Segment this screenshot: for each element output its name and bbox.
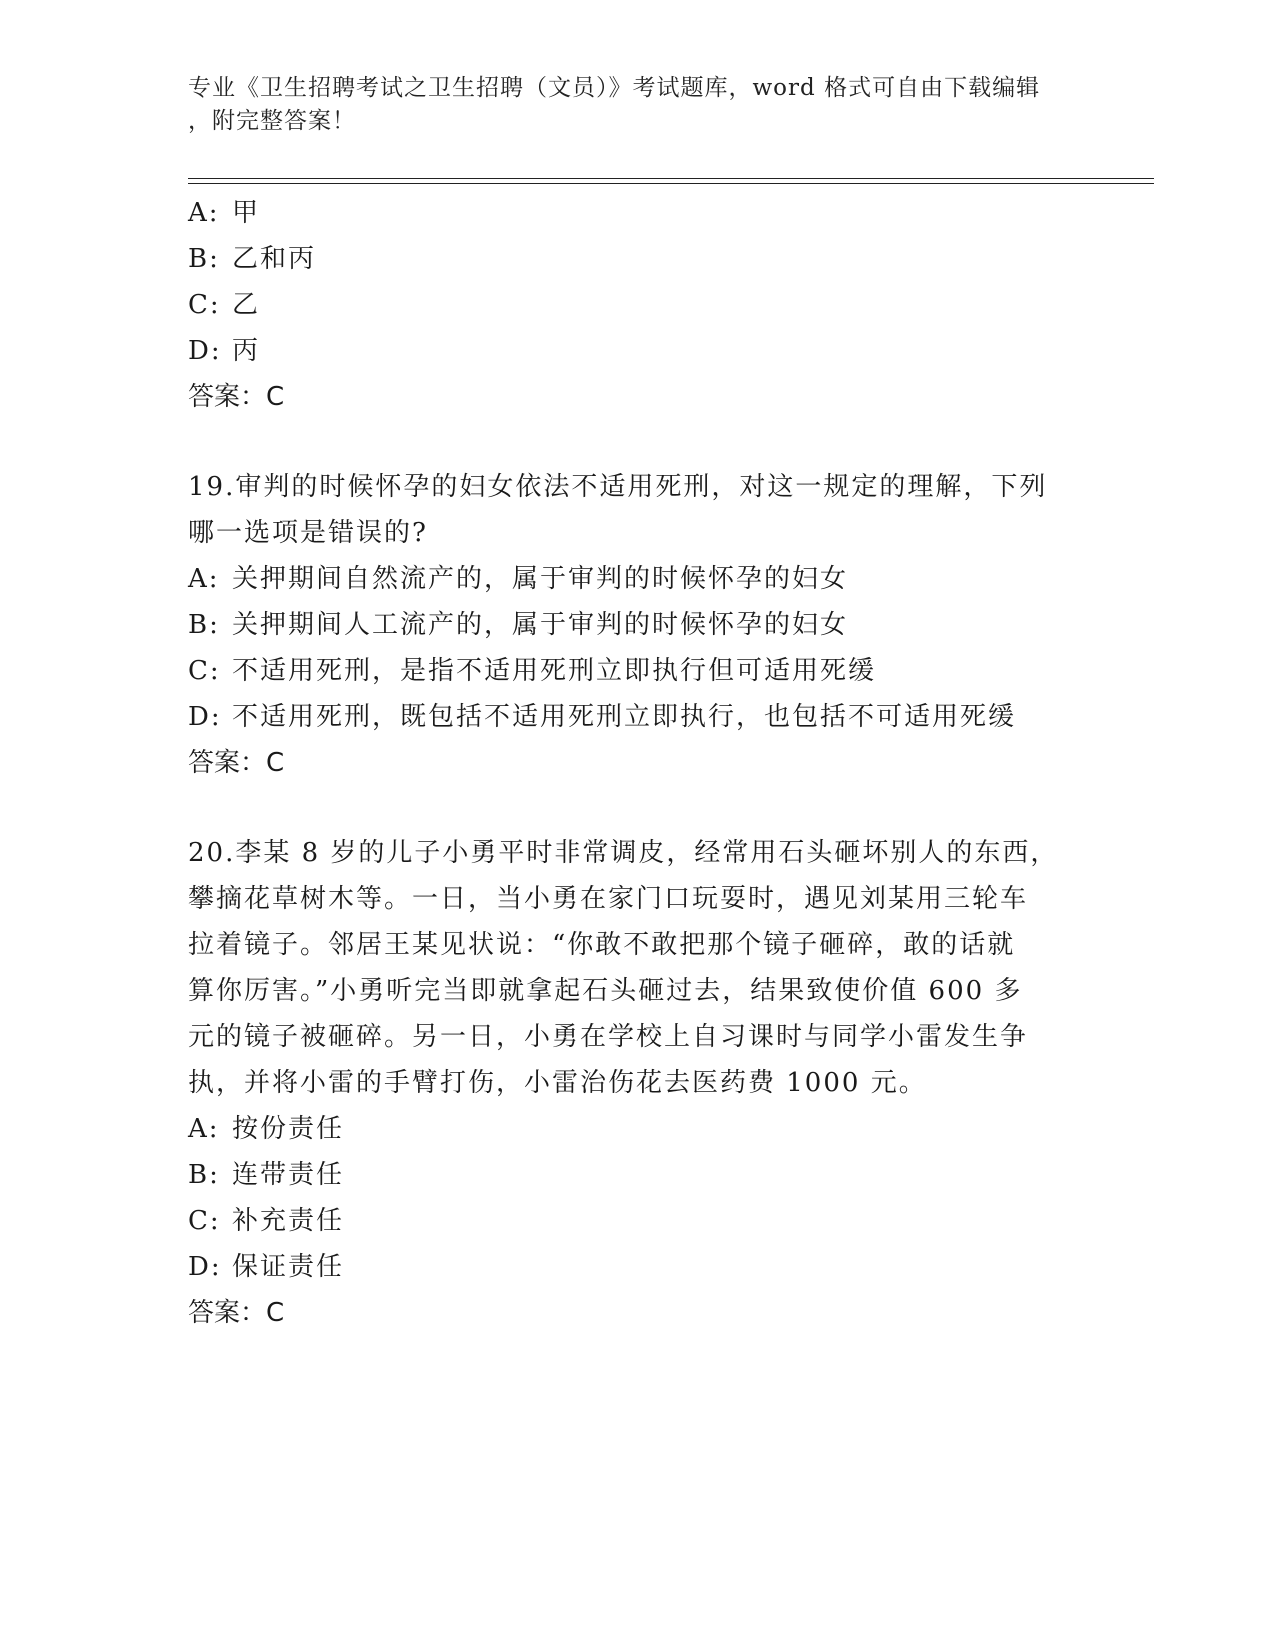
question-19 [188,464,1088,786]
option-d: D: 保证责任 [188,1252,345,1282]
header-divider-top [188,178,1154,179]
header-line-2: ，附完整答案！ [188,108,356,134]
document-header [188,72,1068,138]
option-b: B: 连带责任 [188,1160,345,1190]
option-d: D: 不适用死刑，既包括不适用死刑立即执行，也包括不可适用死缓 [188,702,1017,732]
option-c: C: 乙 [188,290,261,320]
option-a: A: 按份责任 [188,1114,345,1144]
option-c: C: 不适用死刑，是指不适用死刑立即执行但可适用死缓 [188,656,877,686]
answer: 答案：C [188,748,285,778]
question-20 [188,830,1088,1336]
question-text: 算你厉害。”小勇听完当即就拿起石头砸过去，结果致使价值 600 多 [188,976,1023,1006]
answer: 答案：C [188,382,285,412]
question-text: 拉着镜子。邻居王某见状说：“你敢不敢把那个镜子砸碎，敢的话就 [188,930,1016,960]
option-a: A: 甲 [188,198,261,228]
option-d: D: 丙 [188,336,261,366]
option-b: B: 关押期间人工流产的，属于审判的时候怀孕的妇女 [188,610,849,640]
question-text: 元的镜子被砸碎。另一日，小勇在学校上自习课时与同学小雷发生争 [188,1022,1029,1052]
question-text: 20.李某 8 岁的儿子小勇平时非常调皮，经常用石头砸坏别人的东西， [188,838,1059,868]
option-c: C: 补充责任 [188,1206,345,1236]
question-18 [188,190,1088,420]
header-divider-bottom [188,183,1154,184]
question-text: 19.审判的时候怀孕的妇女依法不适用死刑，对这一规定的理解，下列 [188,472,1048,502]
option-b: B: 乙和丙 [188,244,317,274]
question-text: 攀摘花草树木等。一日，当小勇在家门口玩耍时，遇见刘某用三轮车 [188,884,1029,914]
header-line-1: 专业《卫生招聘考试之卫生招聘（文员）》考试题库，word 格式可自由下载编辑 [188,75,1041,101]
answer: 答案：C [188,1298,285,1328]
document-body [188,190,1088,1336]
question-text: 执，并将小雷的手臂打伤，小雷治伤花去医药费 1000 元。 [188,1068,927,1098]
option-a: A: 关押期间自然流产的，属于审判的时候怀孕的妇女 [188,564,849,594]
question-text: 哪一选项是错误的? [188,518,428,548]
